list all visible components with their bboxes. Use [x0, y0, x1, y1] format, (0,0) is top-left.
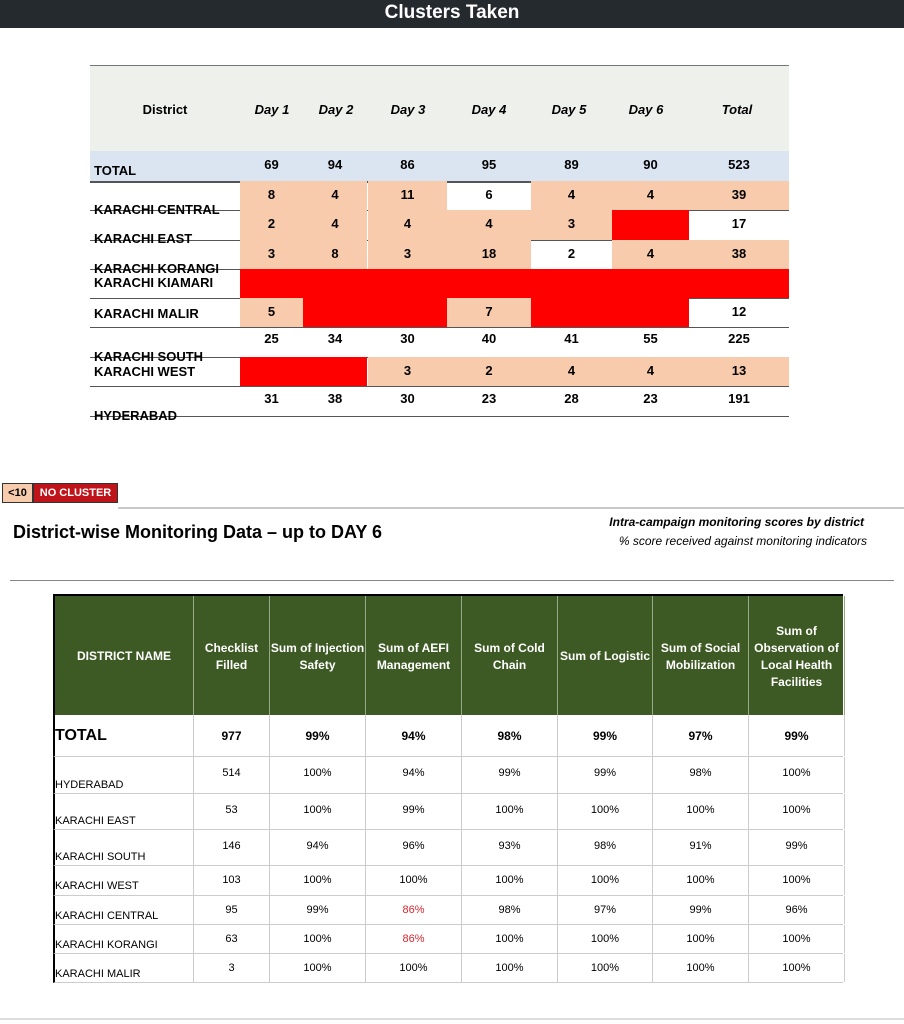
- score-value: 100%: [495, 804, 524, 816]
- legend-no-cluster-swatch: NO CLUSTER: [33, 483, 118, 503]
- score-cell: [558, 866, 653, 895]
- score-value: 100%: [782, 933, 811, 945]
- score-value: 100%: [303, 804, 332, 816]
- score-cell: [653, 715, 749, 756]
- monitoring-row: [53, 954, 843, 983]
- score-cell: [653, 954, 749, 982]
- monitoring-table-header: [53, 594, 843, 715]
- score-value: 100%: [782, 874, 811, 886]
- score-value: 99%: [593, 767, 617, 779]
- score-cell: [462, 715, 558, 756]
- score-cell: [366, 896, 462, 924]
- score-value: 100%: [303, 767, 332, 779]
- monitoring-subtitle: Intra-campaign monitoring scores by district: [609, 515, 864, 529]
- cluster-cell: [368, 386, 447, 416]
- score-cell: [749, 954, 845, 982]
- cluster-cell: [447, 327, 531, 357]
- score-value: 100%: [590, 804, 620, 816]
- district-name: KARACHI SOUTH: [55, 851, 146, 863]
- col-cold-chain: Sum of Cold Chain: [462, 596, 558, 717]
- cluster-cell: [303, 210, 367, 240]
- district-label: KARACHI MALIR: [94, 306, 199, 321]
- cluster-value: 4: [567, 363, 576, 378]
- monitoring-row: [53, 830, 843, 866]
- score-cell: [558, 954, 653, 982]
- score-cell: [558, 896, 653, 924]
- score-value: 100%: [399, 874, 428, 886]
- cluster-value: 30: [400, 391, 415, 406]
- col-district-name: DISTRICT NAME: [55, 596, 194, 717]
- score-value: 98%: [689, 767, 712, 779]
- score-cell: [653, 925, 749, 953]
- cluster-cell: [612, 240, 689, 269]
- score-value: 94%: [401, 729, 426, 743]
- cluster-value: 4: [403, 216, 412, 231]
- score-value: 100%: [686, 874, 715, 886]
- score-value: 100%: [686, 962, 715, 974]
- score-cell: [366, 954, 462, 982]
- score-value: 100%: [399, 962, 428, 974]
- cluster-cell: [240, 327, 303, 357]
- score-value: 98%: [497, 729, 522, 743]
- cluster-cell: [689, 181, 789, 210]
- no-cluster-cell: [612, 210, 689, 240]
- district-name: HYDERABAD: [55, 779, 124, 791]
- district-name: KARACHI MALIR: [55, 968, 141, 980]
- cluster-value: 69: [264, 157, 279, 172]
- district-name-cell: [55, 794, 194, 829]
- cluster-value: 41: [564, 331, 579, 346]
- cluster-value: 523: [728, 157, 750, 172]
- score-value: 514: [222, 767, 241, 779]
- clusters-row: [90, 269, 789, 299]
- cluster-cell: [368, 151, 447, 181]
- cluster-value: 3: [567, 216, 576, 231]
- cluster-value: 3: [403, 363, 412, 378]
- cluster-cell: [612, 181, 689, 210]
- score-value: 99%: [498, 767, 521, 779]
- cluster-value: 23: [643, 391, 658, 406]
- district-name-cell: [55, 757, 194, 793]
- clusters-table-header: [90, 65, 789, 152]
- cluster-cell: [689, 240, 789, 269]
- score-cell: [558, 830, 653, 865]
- score-cell: [462, 954, 558, 982]
- score-cell: [558, 925, 653, 953]
- clusters-row: [90, 240, 789, 276]
- monitoring-row: [53, 925, 843, 954]
- cluster-value: 40: [481, 331, 497, 346]
- cluster-cell: [531, 386, 612, 416]
- cluster-cell: [240, 181, 303, 210]
- score-cell: [653, 896, 749, 924]
- score-cell: [653, 757, 749, 793]
- cluster-cell: [531, 240, 612, 269]
- score-value: 96%: [402, 840, 425, 852]
- cluster-value: 89: [564, 157, 579, 172]
- score-value: 99%: [306, 904, 329, 916]
- score-cell: [749, 757, 845, 793]
- score-cell: [462, 866, 558, 895]
- cluster-value: 3: [267, 246, 276, 261]
- cluster-cell: [447, 181, 531, 210]
- score-cell: [270, 830, 366, 865]
- cluster-cell: [689, 210, 789, 240]
- score-value: 100%: [590, 962, 620, 974]
- district-name-cell: [55, 925, 194, 953]
- legend: [2, 483, 118, 503]
- cluster-value: 191: [728, 391, 750, 406]
- score-cell: [366, 866, 462, 895]
- score-cell: [653, 794, 749, 829]
- score-cell: [749, 715, 845, 756]
- no-cluster-cell: [240, 357, 367, 386]
- score-value: 99%: [784, 729, 809, 743]
- score-cell: [366, 830, 462, 865]
- score-value: 94%: [402, 767, 425, 779]
- score-value: 100%: [495, 962, 524, 974]
- score-value: 86%: [402, 933, 425, 945]
- cluster-value: 4: [646, 187, 655, 202]
- score-value: 100%: [590, 933, 620, 945]
- score-cell: [270, 954, 366, 982]
- score-cell: [366, 757, 462, 793]
- cluster-cell: [368, 357, 447, 386]
- cluster-value: 25: [264, 331, 279, 346]
- cluster-cell: [368, 181, 447, 210]
- district-name: KARACHI EAST: [55, 815, 136, 827]
- monitoring-row: [53, 757, 843, 794]
- district-name: KARACHI CENTRAL: [55, 910, 159, 922]
- cluster-value: 39: [731, 187, 747, 202]
- score-value: 98%: [593, 840, 617, 852]
- cluster-value: 4: [646, 363, 655, 378]
- monitoring-subtitle-note: % score received against monitoring indicators: [618, 534, 867, 548]
- score-value: 100%: [303, 874, 332, 886]
- score-cell: [462, 896, 558, 924]
- score-value: 100%: [303, 962, 332, 974]
- score-value: 146: [222, 840, 241, 852]
- cluster-cell: [368, 327, 447, 357]
- monitoring-title: District-wise Monitoring Data – up to DAY 6: [13, 522, 383, 542]
- score-value: 93%: [498, 840, 521, 852]
- cluster-cell: [447, 357, 531, 386]
- cluster-cell: [531, 357, 612, 386]
- cluster-value: 31: [264, 391, 279, 406]
- district-label: KARACHI SOUTH: [94, 349, 204, 364]
- score-cell: [558, 794, 653, 829]
- cluster-cell: [612, 386, 689, 416]
- legend-low-swatch: <10: [2, 483, 33, 503]
- score-value: 99%: [305, 729, 330, 743]
- col-day-4: Day 4: [471, 102, 507, 117]
- district-label: KARACHI KIAMARI: [94, 275, 214, 290]
- district-name-cell: [55, 896, 194, 924]
- score-cell: [653, 866, 749, 895]
- clusters-row: [90, 327, 789, 364]
- cluster-value: 55: [643, 331, 658, 346]
- col-injection-safety: Sum of Injection Safety: [270, 596, 366, 717]
- cluster-cell: [689, 151, 789, 181]
- clusters-row: [90, 298, 789, 328]
- cluster-cell: [689, 327, 789, 357]
- district-name-cell: [55, 830, 194, 865]
- cluster-value: 4: [567, 187, 576, 202]
- score-value: 98%: [498, 904, 521, 916]
- cluster-cell: [447, 240, 531, 269]
- monitoring-total-row: [53, 715, 843, 757]
- cluster-cell: [303, 181, 367, 210]
- cluster-value: 7: [485, 304, 493, 319]
- score-cell: [194, 715, 270, 756]
- col-day-5: Day 5: [551, 102, 587, 117]
- cluster-cell: [303, 386, 367, 416]
- score-cell: [270, 757, 366, 793]
- score-value: 103: [222, 874, 241, 886]
- score-value: 100%: [495, 933, 524, 945]
- district-label: TOTAL: [94, 163, 137, 178]
- district-name-cell: [55, 954, 194, 982]
- score-value: 97%: [688, 729, 713, 743]
- col-observation-health-facilities: Sum of Observation of Local Health Facilities: [749, 596, 845, 717]
- district-label: KARACHI KORANGI: [94, 261, 219, 276]
- score-cell: [749, 896, 845, 924]
- district-label: KARACHI EAST: [94, 231, 193, 246]
- district-name-cell: [55, 866, 194, 895]
- score-value: 95: [225, 904, 238, 916]
- cluster-cell: [612, 357, 689, 386]
- score-value: 100%: [782, 767, 811, 779]
- score-value: 100%: [590, 874, 620, 886]
- cluster-value: 90: [643, 157, 658, 172]
- monitoring-row: [53, 896, 843, 925]
- district-label: KARACHI CENTRAL: [94, 202, 220, 217]
- cluster-value: 30: [400, 331, 415, 346]
- col-logistic: Sum of Logistic: [558, 596, 653, 717]
- cluster-value: 4: [331, 187, 339, 202]
- score-value: 100%: [495, 874, 524, 886]
- cluster-value: 2: [485, 363, 493, 378]
- district-name: TOTAL: [55, 727, 107, 744]
- cluster-cell: [689, 386, 789, 416]
- clusters-row: [90, 210, 789, 246]
- clusters-row: [90, 357, 789, 387]
- cluster-value: 34: [327, 331, 343, 346]
- score-cell: [653, 830, 749, 865]
- col-day-2: Day 2: [318, 102, 354, 117]
- cluster-value: 4: [331, 216, 339, 231]
- cluster-cell: [303, 240, 367, 269]
- cluster-cell: [447, 298, 531, 327]
- score-cell: [462, 757, 558, 793]
- score-cell: [749, 830, 845, 865]
- score-value: 977: [221, 729, 242, 743]
- cluster-value: 18: [481, 246, 497, 261]
- cluster-cell: [531, 181, 612, 210]
- score-cell: [194, 866, 270, 895]
- score-cell: [749, 925, 845, 953]
- score-cell: [749, 866, 845, 895]
- score-cell: [366, 925, 462, 953]
- score-value: 99%: [785, 840, 808, 852]
- cluster-value: 13: [731, 363, 747, 378]
- cluster-value: 23: [481, 391, 497, 406]
- header-bar: [0, 0, 904, 28]
- score-cell: [462, 830, 558, 865]
- col-aefi-management: Sum of AEFI Management: [366, 596, 462, 717]
- score-cell: [194, 925, 270, 953]
- col-district: District: [142, 102, 188, 117]
- score-cell: [270, 866, 366, 895]
- cluster-value: 86: [400, 157, 415, 172]
- score-value: 100%: [782, 804, 811, 816]
- score-value: 99%: [689, 904, 712, 916]
- cluster-cell: [240, 386, 303, 416]
- score-cell: [366, 715, 462, 756]
- score-value: 91%: [689, 840, 712, 852]
- cluster-cell: [612, 151, 689, 181]
- cluster-value: 3: [403, 246, 412, 261]
- col-day-3: Day 3: [390, 102, 426, 117]
- score-cell: [194, 830, 270, 865]
- cluster-value: 94: [327, 157, 343, 172]
- cluster-value: 28: [564, 391, 579, 406]
- col-day-1: Day 1: [254, 102, 290, 117]
- cluster-cell: [531, 210, 612, 240]
- score-value: 63: [225, 933, 238, 945]
- district-label: KARACHI WEST: [94, 364, 196, 379]
- cluster-value: 2: [567, 246, 576, 261]
- score-value: 100%: [686, 933, 715, 945]
- col-checklist-filled: Checklist Filled: [194, 596, 270, 717]
- cluster-cell: [447, 386, 531, 416]
- page-title: Clusters Taken: [384, 2, 520, 23]
- score-cell: [270, 794, 366, 829]
- cluster-value: 95: [481, 157, 497, 172]
- cluster-value: 225: [728, 331, 750, 346]
- cluster-cell: [368, 210, 447, 240]
- cluster-cell: [447, 151, 531, 181]
- score-value: 99%: [592, 729, 618, 743]
- score-cell: [270, 715, 366, 756]
- score-value: 100%: [686, 804, 715, 816]
- cluster-value: 4: [646, 246, 655, 261]
- score-value: 96%: [785, 904, 808, 916]
- cluster-value: 2: [267, 216, 276, 231]
- district-label: HYDERABAD: [94, 408, 178, 423]
- district-name: KARACHI KORANGI: [55, 939, 158, 951]
- district-name: KARACHI WEST: [55, 880, 139, 892]
- cluster-value: 11: [400, 187, 415, 202]
- score-value: 94%: [306, 840, 329, 852]
- clusters-row: [90, 386, 789, 423]
- cluster-cell: [531, 151, 612, 181]
- score-cell: [558, 757, 653, 793]
- score-cell: [194, 896, 270, 924]
- cluster-cell: [303, 151, 367, 181]
- cluster-cell: [240, 240, 303, 269]
- score-cell: [270, 925, 366, 953]
- cluster-value: 17: [731, 216, 747, 231]
- score-value: 97%: [593, 904, 617, 916]
- score-cell: [194, 794, 270, 829]
- score-cell: [462, 794, 558, 829]
- clusters-row: [90, 181, 789, 217]
- col-social-mobilization: Sum of Social Mobilization: [653, 596, 749, 717]
- cluster-cell: [368, 240, 447, 269]
- cluster-cell: [689, 298, 789, 327]
- clusters-total-row: [90, 151, 789, 183]
- score-cell: [749, 794, 845, 829]
- score-value: 86%: [402, 904, 425, 916]
- cluster-cell: [531, 327, 612, 357]
- score-value: 99%: [402, 804, 425, 816]
- score-value: 3: [228, 962, 235, 974]
- monitoring-row: [53, 794, 843, 830]
- cluster-value: 4: [485, 216, 493, 231]
- score-cell: [194, 954, 270, 982]
- score-cell: [194, 757, 270, 793]
- district-name-cell: [55, 715, 194, 756]
- score-value: 53: [225, 804, 238, 816]
- score-value: 100%: [782, 962, 811, 974]
- score-cell: [558, 715, 653, 756]
- cluster-value: 12: [731, 304, 747, 319]
- cluster-cell: [240, 298, 303, 327]
- divider: [10, 580, 894, 581]
- cluster-cell: [689, 357, 789, 386]
- monitoring-row: [53, 866, 843, 896]
- cluster-cell: [240, 151, 303, 181]
- score-cell: [462, 925, 558, 953]
- divider: [0, 1018, 904, 1020]
- cluster-value: 8: [267, 187, 276, 202]
- score-value: 100%: [303, 933, 332, 945]
- cluster-cell: [240, 210, 303, 240]
- no-cluster-cell: [531, 298, 689, 327]
- divider: [118, 507, 904, 509]
- cluster-cell: [612, 327, 689, 357]
- col-total: Total: [721, 102, 753, 117]
- cluster-cell: [303, 327, 367, 357]
- no-cluster-cell: [303, 298, 447, 327]
- no-cluster-cell: [240, 269, 789, 298]
- score-cell: [366, 794, 462, 829]
- score-cell: [270, 896, 366, 924]
- cluster-value: 38: [327, 391, 343, 406]
- col-day-6: Day 6: [628, 102, 664, 117]
- cluster-value: 6: [485, 187, 493, 202]
- cluster-cell: [447, 210, 531, 240]
- cluster-value: 5: [267, 304, 276, 319]
- cluster-value: 8: [331, 246, 339, 261]
- cluster-value: 38: [731, 246, 747, 261]
